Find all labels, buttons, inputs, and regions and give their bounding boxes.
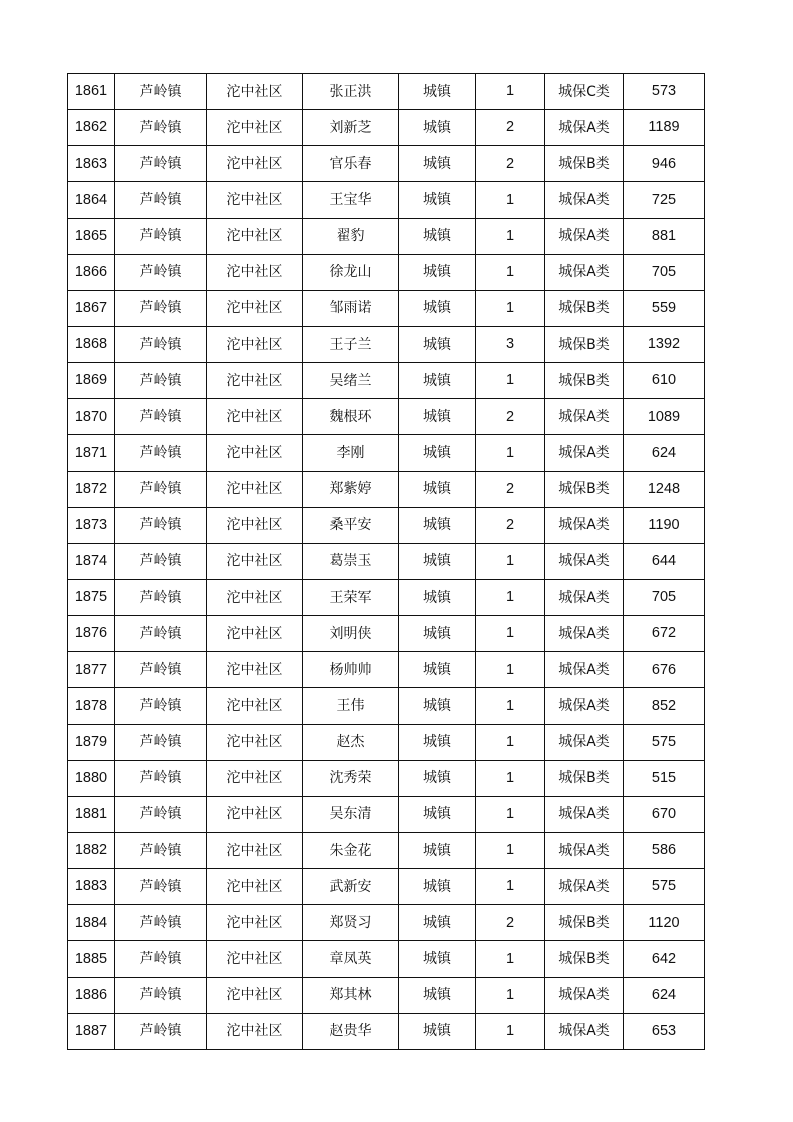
row-number-cell: 1874 bbox=[68, 543, 115, 579]
row-number-cell: 1878 bbox=[68, 688, 115, 724]
table-row bbox=[68, 290, 705, 326]
category-cell: 城保B类 bbox=[545, 290, 624, 326]
category-cell: 城保A类 bbox=[545, 832, 624, 868]
category-cell: 城保A类 bbox=[545, 435, 624, 471]
people-count-cell: 1 bbox=[476, 869, 545, 905]
community-cell: 沱中社区 bbox=[207, 869, 303, 905]
community-cell: 沱中社区 bbox=[207, 290, 303, 326]
people-count-cell: 1 bbox=[476, 182, 545, 218]
person-name-cell: 赵贵华 bbox=[303, 1013, 399, 1049]
category-cell: 城保A类 bbox=[545, 110, 624, 146]
household-type-cell: 城镇 bbox=[399, 363, 476, 399]
town-cell: 芦岭镇 bbox=[115, 579, 207, 615]
town-cell: 芦岭镇 bbox=[115, 254, 207, 290]
town-cell: 芦岭镇 bbox=[115, 182, 207, 218]
category-cell: 城保A类 bbox=[545, 218, 624, 254]
category-cell: 城保A类 bbox=[545, 1013, 624, 1049]
category-cell: 城保B类 bbox=[545, 146, 624, 182]
community-cell: 沱中社区 bbox=[207, 905, 303, 941]
table-row bbox=[68, 688, 705, 724]
amount-cell: 644 bbox=[624, 543, 705, 579]
category-cell: 城保A类 bbox=[545, 399, 624, 435]
household-type-cell: 城镇 bbox=[399, 579, 476, 615]
person-name-cell: 官乐春 bbox=[303, 146, 399, 182]
category-cell: 城保A类 bbox=[545, 507, 624, 543]
category-cell: 城保A类 bbox=[545, 543, 624, 579]
person-name-cell: 张正洪 bbox=[303, 74, 399, 110]
household-type-cell: 城镇 bbox=[399, 760, 476, 796]
community-cell: 沱中社区 bbox=[207, 760, 303, 796]
household-type-cell: 城镇 bbox=[399, 471, 476, 507]
row-number-cell: 1868 bbox=[68, 326, 115, 362]
table-row bbox=[68, 579, 705, 615]
table-row bbox=[68, 74, 705, 110]
table-row bbox=[68, 363, 705, 399]
amount-cell: 705 bbox=[624, 579, 705, 615]
amount-cell: 1392 bbox=[624, 326, 705, 362]
amount-cell: 586 bbox=[624, 832, 705, 868]
person-name-cell: 王宝华 bbox=[303, 182, 399, 218]
people-count-cell: 3 bbox=[476, 326, 545, 362]
person-name-cell: 刘新芝 bbox=[303, 110, 399, 146]
amount-cell: 573 bbox=[624, 74, 705, 110]
amount-cell: 559 bbox=[624, 290, 705, 326]
household-type-cell: 城镇 bbox=[399, 905, 476, 941]
row-number-cell: 1861 bbox=[68, 74, 115, 110]
category-cell: 城保B类 bbox=[545, 326, 624, 362]
community-cell: 沱中社区 bbox=[207, 254, 303, 290]
row-number-cell: 1866 bbox=[68, 254, 115, 290]
category-cell: 城保A类 bbox=[545, 652, 624, 688]
amount-cell: 1089 bbox=[624, 399, 705, 435]
person-name-cell: 王荣军 bbox=[303, 579, 399, 615]
town-cell: 芦岭镇 bbox=[115, 832, 207, 868]
town-cell: 芦岭镇 bbox=[115, 290, 207, 326]
household-type-cell: 城镇 bbox=[399, 290, 476, 326]
table-row bbox=[68, 399, 705, 435]
community-cell: 沱中社区 bbox=[207, 832, 303, 868]
category-cell: 城保C类 bbox=[545, 74, 624, 110]
town-cell: 芦岭镇 bbox=[115, 507, 207, 543]
row-number-cell: 1862 bbox=[68, 110, 115, 146]
household-type-cell: 城镇 bbox=[399, 218, 476, 254]
row-number-cell: 1880 bbox=[68, 760, 115, 796]
row-number-cell: 1881 bbox=[68, 796, 115, 832]
table-row bbox=[68, 218, 705, 254]
amount-cell: 624 bbox=[624, 977, 705, 1013]
community-cell: 沱中社区 bbox=[207, 326, 303, 362]
table-row bbox=[68, 941, 705, 977]
category-cell: 城保A类 bbox=[545, 182, 624, 218]
community-cell: 沱中社区 bbox=[207, 616, 303, 652]
table-row bbox=[68, 543, 705, 579]
row-number-cell: 1875 bbox=[68, 579, 115, 615]
amount-cell: 624 bbox=[624, 435, 705, 471]
row-number-cell: 1865 bbox=[68, 218, 115, 254]
table-row bbox=[68, 146, 705, 182]
person-name-cell: 翟豹 bbox=[303, 218, 399, 254]
category-cell: 城保A类 bbox=[545, 977, 624, 1013]
household-type-cell: 城镇 bbox=[399, 254, 476, 290]
people-count-cell: 2 bbox=[476, 507, 545, 543]
person-name-cell: 郑其林 bbox=[303, 977, 399, 1013]
household-type-cell: 城镇 bbox=[399, 832, 476, 868]
people-count-cell: 1 bbox=[476, 363, 545, 399]
amount-cell: 575 bbox=[624, 869, 705, 905]
town-cell: 芦岭镇 bbox=[115, 616, 207, 652]
household-type-cell: 城镇 bbox=[399, 869, 476, 905]
amount-cell: 705 bbox=[624, 254, 705, 290]
amount-cell: 653 bbox=[624, 1013, 705, 1049]
category-cell: 城保B类 bbox=[545, 760, 624, 796]
community-cell: 沱中社区 bbox=[207, 543, 303, 579]
people-count-cell: 2 bbox=[476, 110, 545, 146]
people-count-cell: 2 bbox=[476, 905, 545, 941]
table-row bbox=[68, 760, 705, 796]
row-number-cell: 1877 bbox=[68, 652, 115, 688]
household-type-cell: 城镇 bbox=[399, 399, 476, 435]
category-cell: 城保A类 bbox=[545, 869, 624, 905]
people-count-cell: 1 bbox=[476, 290, 545, 326]
row-number-cell: 1867 bbox=[68, 290, 115, 326]
town-cell: 芦岭镇 bbox=[115, 869, 207, 905]
amount-cell: 881 bbox=[624, 218, 705, 254]
community-cell: 沱中社区 bbox=[207, 218, 303, 254]
household-type-cell: 城镇 bbox=[399, 543, 476, 579]
town-cell: 芦岭镇 bbox=[115, 796, 207, 832]
community-cell: 沱中社区 bbox=[207, 724, 303, 760]
community-cell: 沱中社区 bbox=[207, 579, 303, 615]
community-cell: 沱中社区 bbox=[207, 652, 303, 688]
community-cell: 沱中社区 bbox=[207, 471, 303, 507]
person-name-cell: 吴绪兰 bbox=[303, 363, 399, 399]
people-count-cell: 2 bbox=[476, 471, 545, 507]
household-type-cell: 城镇 bbox=[399, 977, 476, 1013]
people-count-cell: 1 bbox=[476, 579, 545, 615]
people-count-cell: 2 bbox=[476, 146, 545, 182]
people-count-cell: 1 bbox=[476, 832, 545, 868]
people-count-cell: 1 bbox=[476, 688, 545, 724]
amount-cell: 852 bbox=[624, 688, 705, 724]
row-number-cell: 1884 bbox=[68, 905, 115, 941]
community-cell: 沱中社区 bbox=[207, 110, 303, 146]
row-number-cell: 1876 bbox=[68, 616, 115, 652]
amount-cell: 610 bbox=[624, 363, 705, 399]
town-cell: 芦岭镇 bbox=[115, 688, 207, 724]
people-count-cell: 1 bbox=[476, 760, 545, 796]
category-cell: 城保A类 bbox=[545, 616, 624, 652]
category-cell: 城保A类 bbox=[545, 254, 624, 290]
category-cell: 城保B类 bbox=[545, 941, 624, 977]
people-count-cell: 1 bbox=[476, 254, 545, 290]
person-name-cell: 郑贤习 bbox=[303, 905, 399, 941]
people-count-cell: 1 bbox=[476, 1013, 545, 1049]
household-type-cell: 城镇 bbox=[399, 110, 476, 146]
household-type-cell: 城镇 bbox=[399, 724, 476, 760]
community-cell: 沱中社区 bbox=[207, 688, 303, 724]
amount-cell: 1189 bbox=[624, 110, 705, 146]
town-cell: 芦岭镇 bbox=[115, 435, 207, 471]
table-row bbox=[68, 652, 705, 688]
table-row bbox=[68, 471, 705, 507]
household-type-cell: 城镇 bbox=[399, 1013, 476, 1049]
category-cell: 城保B类 bbox=[545, 905, 624, 941]
table-row bbox=[68, 435, 705, 471]
town-cell: 芦岭镇 bbox=[115, 399, 207, 435]
amount-cell: 1190 bbox=[624, 507, 705, 543]
people-count-cell: 1 bbox=[476, 796, 545, 832]
town-cell: 芦岭镇 bbox=[115, 471, 207, 507]
table-row bbox=[68, 182, 705, 218]
person-name-cell: 李刚 bbox=[303, 435, 399, 471]
person-name-cell: 章凤英 bbox=[303, 941, 399, 977]
amount-cell: 575 bbox=[624, 724, 705, 760]
category-cell: 城保A类 bbox=[545, 724, 624, 760]
row-number-cell: 1871 bbox=[68, 435, 115, 471]
amount-cell: 1248 bbox=[624, 471, 705, 507]
amount-cell: 1120 bbox=[624, 905, 705, 941]
row-number-cell: 1885 bbox=[68, 941, 115, 977]
people-count-cell: 1 bbox=[476, 543, 545, 579]
row-number-cell: 1883 bbox=[68, 869, 115, 905]
person-name-cell: 刘明侠 bbox=[303, 616, 399, 652]
person-name-cell: 赵杰 bbox=[303, 724, 399, 760]
table-row bbox=[68, 326, 705, 362]
town-cell: 芦岭镇 bbox=[115, 146, 207, 182]
community-cell: 沱中社区 bbox=[207, 146, 303, 182]
community-cell: 沱中社区 bbox=[207, 182, 303, 218]
people-count-cell: 1 bbox=[476, 977, 545, 1013]
household-type-cell: 城镇 bbox=[399, 182, 476, 218]
person-name-cell: 徐龙山 bbox=[303, 254, 399, 290]
amount-cell: 676 bbox=[624, 652, 705, 688]
amount-cell: 670 bbox=[624, 796, 705, 832]
household-type-cell: 城镇 bbox=[399, 435, 476, 471]
person-name-cell: 武新安 bbox=[303, 869, 399, 905]
row-number-cell: 1863 bbox=[68, 146, 115, 182]
household-type-cell: 城镇 bbox=[399, 616, 476, 652]
person-name-cell: 王伟 bbox=[303, 688, 399, 724]
table-row bbox=[68, 110, 705, 146]
row-number-cell: 1872 bbox=[68, 471, 115, 507]
row-number-cell: 1879 bbox=[68, 724, 115, 760]
community-cell: 沱中社区 bbox=[207, 1013, 303, 1049]
community-cell: 沱中社区 bbox=[207, 977, 303, 1013]
person-name-cell: 邹雨诺 bbox=[303, 290, 399, 326]
person-name-cell: 王子兰 bbox=[303, 326, 399, 362]
community-cell: 沱中社区 bbox=[207, 399, 303, 435]
table-row bbox=[68, 1013, 705, 1049]
people-count-cell: 1 bbox=[476, 941, 545, 977]
amount-cell: 515 bbox=[624, 760, 705, 796]
town-cell: 芦岭镇 bbox=[115, 724, 207, 760]
person-name-cell: 朱金花 bbox=[303, 832, 399, 868]
town-cell: 芦岭镇 bbox=[115, 543, 207, 579]
table-row bbox=[68, 977, 705, 1013]
community-cell: 沱中社区 bbox=[207, 363, 303, 399]
person-name-cell: 郑紫婷 bbox=[303, 471, 399, 507]
town-cell: 芦岭镇 bbox=[115, 977, 207, 1013]
town-cell: 芦岭镇 bbox=[115, 652, 207, 688]
household-type-cell: 城镇 bbox=[399, 688, 476, 724]
town-cell: 芦岭镇 bbox=[115, 1013, 207, 1049]
table-row bbox=[68, 724, 705, 760]
table-row bbox=[68, 869, 705, 905]
row-number-cell: 1873 bbox=[68, 507, 115, 543]
person-name-cell: 沈秀荣 bbox=[303, 760, 399, 796]
table-row bbox=[68, 254, 705, 290]
person-name-cell: 吴东清 bbox=[303, 796, 399, 832]
town-cell: 芦岭镇 bbox=[115, 363, 207, 399]
category-cell: 城保A类 bbox=[545, 579, 624, 615]
person-name-cell: 杨帅帅 bbox=[303, 652, 399, 688]
town-cell: 芦岭镇 bbox=[115, 110, 207, 146]
town-cell: 芦岭镇 bbox=[115, 941, 207, 977]
roster-body bbox=[68, 74, 705, 1050]
town-cell: 芦岭镇 bbox=[115, 74, 207, 110]
household-type-cell: 城镇 bbox=[399, 146, 476, 182]
amount-cell: 946 bbox=[624, 146, 705, 182]
town-cell: 芦岭镇 bbox=[115, 326, 207, 362]
town-cell: 芦岭镇 bbox=[115, 218, 207, 254]
row-number-cell: 1887 bbox=[68, 1013, 115, 1049]
table-row bbox=[68, 905, 705, 941]
town-cell: 芦岭镇 bbox=[115, 760, 207, 796]
people-count-cell: 1 bbox=[476, 724, 545, 760]
amount-cell: 642 bbox=[624, 941, 705, 977]
town-cell: 芦岭镇 bbox=[115, 905, 207, 941]
household-type-cell: 城镇 bbox=[399, 507, 476, 543]
household-type-cell: 城镇 bbox=[399, 326, 476, 362]
community-cell: 沱中社区 bbox=[207, 435, 303, 471]
table-row bbox=[68, 796, 705, 832]
community-cell: 沱中社区 bbox=[207, 941, 303, 977]
community-cell: 沱中社区 bbox=[207, 507, 303, 543]
table-row bbox=[68, 616, 705, 652]
person-name-cell: 葛崇玉 bbox=[303, 543, 399, 579]
people-count-cell: 1 bbox=[476, 652, 545, 688]
people-count-cell: 2 bbox=[476, 399, 545, 435]
row-number-cell: 1869 bbox=[68, 363, 115, 399]
category-cell: 城保A类 bbox=[545, 688, 624, 724]
amount-cell: 725 bbox=[624, 182, 705, 218]
row-number-cell: 1882 bbox=[68, 832, 115, 868]
person-name-cell: 桑平安 bbox=[303, 507, 399, 543]
table-row bbox=[68, 832, 705, 868]
row-number-cell: 1870 bbox=[68, 399, 115, 435]
row-number-cell: 1886 bbox=[68, 977, 115, 1013]
household-type-cell: 城镇 bbox=[399, 74, 476, 110]
people-count-cell: 1 bbox=[476, 74, 545, 110]
people-count-cell: 1 bbox=[476, 218, 545, 254]
community-cell: 沱中社区 bbox=[207, 796, 303, 832]
community-cell: 沱中社区 bbox=[207, 74, 303, 110]
roster-table bbox=[67, 73, 705, 1050]
category-cell: 城保B类 bbox=[545, 471, 624, 507]
category-cell: 城保B类 bbox=[545, 363, 624, 399]
person-name-cell: 魏根环 bbox=[303, 399, 399, 435]
table-row bbox=[68, 507, 705, 543]
household-type-cell: 城镇 bbox=[399, 652, 476, 688]
household-type-cell: 城镇 bbox=[399, 796, 476, 832]
people-count-cell: 1 bbox=[476, 435, 545, 471]
category-cell: 城保A类 bbox=[545, 796, 624, 832]
people-count-cell: 1 bbox=[476, 616, 545, 652]
amount-cell: 672 bbox=[624, 616, 705, 652]
row-number-cell: 1864 bbox=[68, 182, 115, 218]
household-type-cell: 城镇 bbox=[399, 941, 476, 977]
